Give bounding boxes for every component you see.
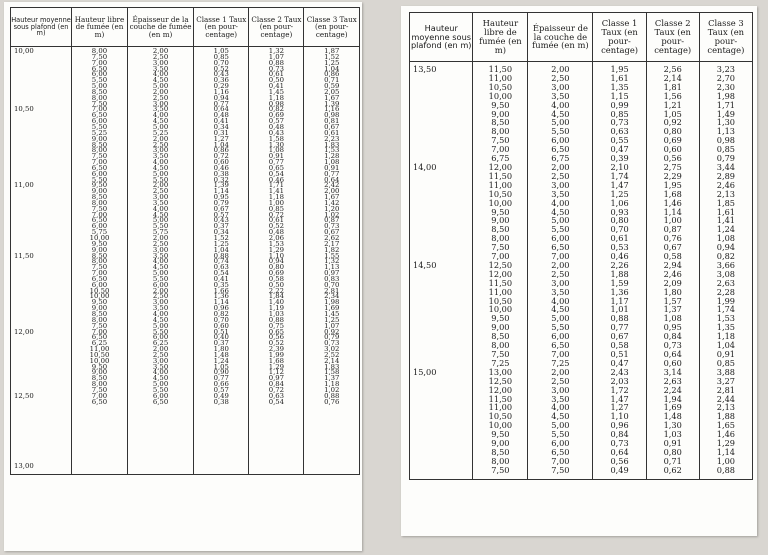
header-class1: Classe 1 Taux (en pour-centage) [593, 13, 646, 62]
column-class3: 3,23 2,70 2,30 1,98 1,71 1,49 1,30 1,13 0,98 0,85 0,79 3,44 2,89 2,46 2,13 1,85 1,61 1,41 1,24 1,08 0,94 0,82 3,66 3,08 2,63 2,28 1,99 1,74 1,53 1,35 1,18 1,04 0,91 0,85 3,88 3,27 2,81 2,44 2,13 1,88 1,65 1,46 1,29 1,14 1,00 0,88 [699, 62, 752, 480]
column-height: 10,00 10,50 11,00 11,50 12,00 12,50 13,00 [11, 47, 72, 475]
column-free-height: 11,50 11,00 10,50 10,00 9,50 9,00 8,50 8,00 7,50 7,00 6,75 12,00 11,50 11,00 10,50 10,00 9,50 9,00 8,50 8,00 7,50 7,00 12,50 12,00 11,50 11,00 10,50 10,00 9,50 9,00 8,50 8,00 7,50 7,25 13,00 12,50 12,00 11,50 11,00 10,50 10,00 9,50 9,00 8,50 8,00 7,50 [473, 62, 528, 480]
column-class1: 1,05 0,85 0,70 0,52 0,43 0,36 0,29 1,16 0,94 0,77 0,64 0,48 0,41 0,34 0,31 1,27 1,04 0,86 0,72 0,60 0,46 0,38 0,32 1,39 1,14 0,95 0,79 0,67 0,57 0,43 0,37 0,34 1,52 1,25 1,04 0,88 0,74 0,63 0,54 0,41 0,35 1,66 1,36 1,14 0,96 0,82 0,70 0,60 0,51 0,40 0,37 1,80 1,48 1,24 1,05 0,90 0,77 0,66 0,57 0,49 0,38 [194, 47, 249, 475]
column-class2: 1,32 1,07 0,88 0,73 0,61 0,50 0,41 1,45 1,18 0,98 0,82 0,69 0,57 0,48 0,43 1,58 1,30 1,08 0,91 0,77 0,65 0,54 0,46 1,71 1,41 1,18 1,00 0,85 0,72 0,61 0,52 0,48 2,06 1,53 1,29 1,10 0,94 0,80 0,69 0,58 0,50 2,22 1,84 1,40 1,19 1,03 0,88 0,75 0,65 0,56 0,52 2,39 1,99 1,68 1,29 1,12 0,97 0,84 0,72 0,63 0,54 [249, 47, 304, 475]
header-free-height: Hauteur libre de fumée (en m) [473, 13, 528, 62]
smoke-table-left [10, 7, 360, 475]
column-free-height: 8,00 7,50 7,00 6,50 6,00 5,50 5,00 8,50 8,00 7,50 7,00 6,50 6,00 5,50 5,25 9,00 8,50 8,00 7,50 7,00 6,50 6,00 5,50 9,50 9,00 8,50 8,00 7,50 7,00 6,50 6,00 5,75 10,00 9,50 9,00 8,50 8,00 7,50 7,00 6,50 6,00 10,50 10,00 9,50 9,00 8,50 8,00 7,50 7,00 6,50 6,25 11,00 10,50 10,00 9,50 9,00 8,50 8,00 7,50 7,00 6,50 [72, 47, 128, 475]
header-row [410, 13, 753, 62]
right-page [401, 6, 757, 536]
column-class1: 1,95 1,61 1,35 1,15 0,99 0,85 0,73 0,63 0,55 0,47 0,39 2,10 1,74 1,47 1,25 1,06 0,93 0,80 0,70 0,61 0,53 0,46 2,26 1,88 1,59 1,36 1,17 1,01 0,88 0,77 0,67 0,58 0,51 0,47 2,43 2,03 1,72 1,47 1,27 1,10 0,96 0,84 0,73 0,64 0,56 0,49 [593, 62, 646, 480]
header-row [11, 8, 360, 47]
left-page [4, 2, 362, 551]
table-body-row [11, 47, 360, 475]
header-class3: Classe 3 Taux (en pour-centage) [699, 13, 752, 62]
header-thickness: Épaisseur de la couche de fumée (en m) [127, 8, 193, 47]
table-body-row [410, 62, 753, 480]
column-class2: 2,56 2,14 1,81 1,56 1,21 1,05 0,92 0,80 0,69 0,60 0,56 2,75 2,29 1,95 1,68 1,46 1,14 1,00 0,87 0,76 0,67 0,58 2,94 2,46 2,09 1,80 1,57 1,37 1,08 0,95 0,84 0,73 0,64 0,60 3,14 2,63 2,24 1,94 1,69 1,48 1,30 1,03 0,91 0,80 0,71 0,62 [646, 62, 699, 480]
header-class2: Classe 2 Taux (en pour-centage) [646, 13, 699, 62]
header-height: Hauteur moyenne sous plafond (en m) [11, 8, 72, 47]
header-height: Hauteur moyenne sous plafond (en m) [410, 13, 473, 62]
header-thickness: Épaisseur de la couche de fumée (en m) [528, 13, 593, 62]
column-thickness: 2,00 2,50 3,00 3,50 4,00 4,50 5,00 2,00 2,50 3,00 3,50 4,00 4,50 5,00 5,25 2,00 2,50 3,00 3,50 4,00 4,50 5,00 5,50 2,00 2,50 3,00 3,50 4,00 4,50 5,00 5,50 5,75 2,00 2,50 3,00 3,50 4,00 4,50 5,00 5,50 6,00 2,00 2,50 3,00 3,50 4,00 4,50 5,00 5,50 6,00 6,25 2,00 2,50 3,00 3,50 4,00 4,50 5,00 5,50 6,00 6,50 [127, 47, 193, 475]
column-class3: 1,87 1,52 1,25 1,04 0,86 0,71 0,59 2,05 1,67 1,39 1,16 0,98 0,81 0,67 0,61 2,23 1,83 1,53 1,28 1,08 0,91 0,77 0,64 2,42 2,00 1,67 1,42 1,20 1,02 0,87 0,73 0,67 2,62 2,17 1,82 1,55 1,32 1,13 0,97 0,83 0,70 2,81 2,34 1,98 1,69 1,45 1,25 1,07 0,92 0,79 0,73 3,02 2,52 2,14 1,83 1,58 1,37 1,18 1,02 0,88 0,76 [304, 47, 360, 475]
smoke-table-right [409, 12, 753, 480]
header-free-height: Hauteur libre de fumée (en m) [72, 8, 128, 47]
header-class1: Classe 1 Taux (en pour-centage) [194, 8, 249, 47]
column-thickness: 2,00 2,50 3,00 3,50 4,00 4,50 5,00 5,50 6,00 6,50 6,75 2,00 2,50 3,00 3,50 4,00 4,50 5,00 5,50 6,00 6,50 7,00 2,00 2,50 3,00 3,50 4,00 4,50 5,00 5,50 6,00 6,50 7,00 7,25 2,00 2,50 3,00 3,50 4,00 4,50 5,00 5,50 6,00 6,50 7,00 7,50 [528, 62, 593, 480]
header-class3: Classe 3 Taux (en pour-centage) [304, 8, 360, 47]
column-height: 13,50 14,00 14,50 15,00 [410, 62, 473, 480]
header-class2: Classe 2 Taux (en pour-centage) [249, 8, 304, 47]
